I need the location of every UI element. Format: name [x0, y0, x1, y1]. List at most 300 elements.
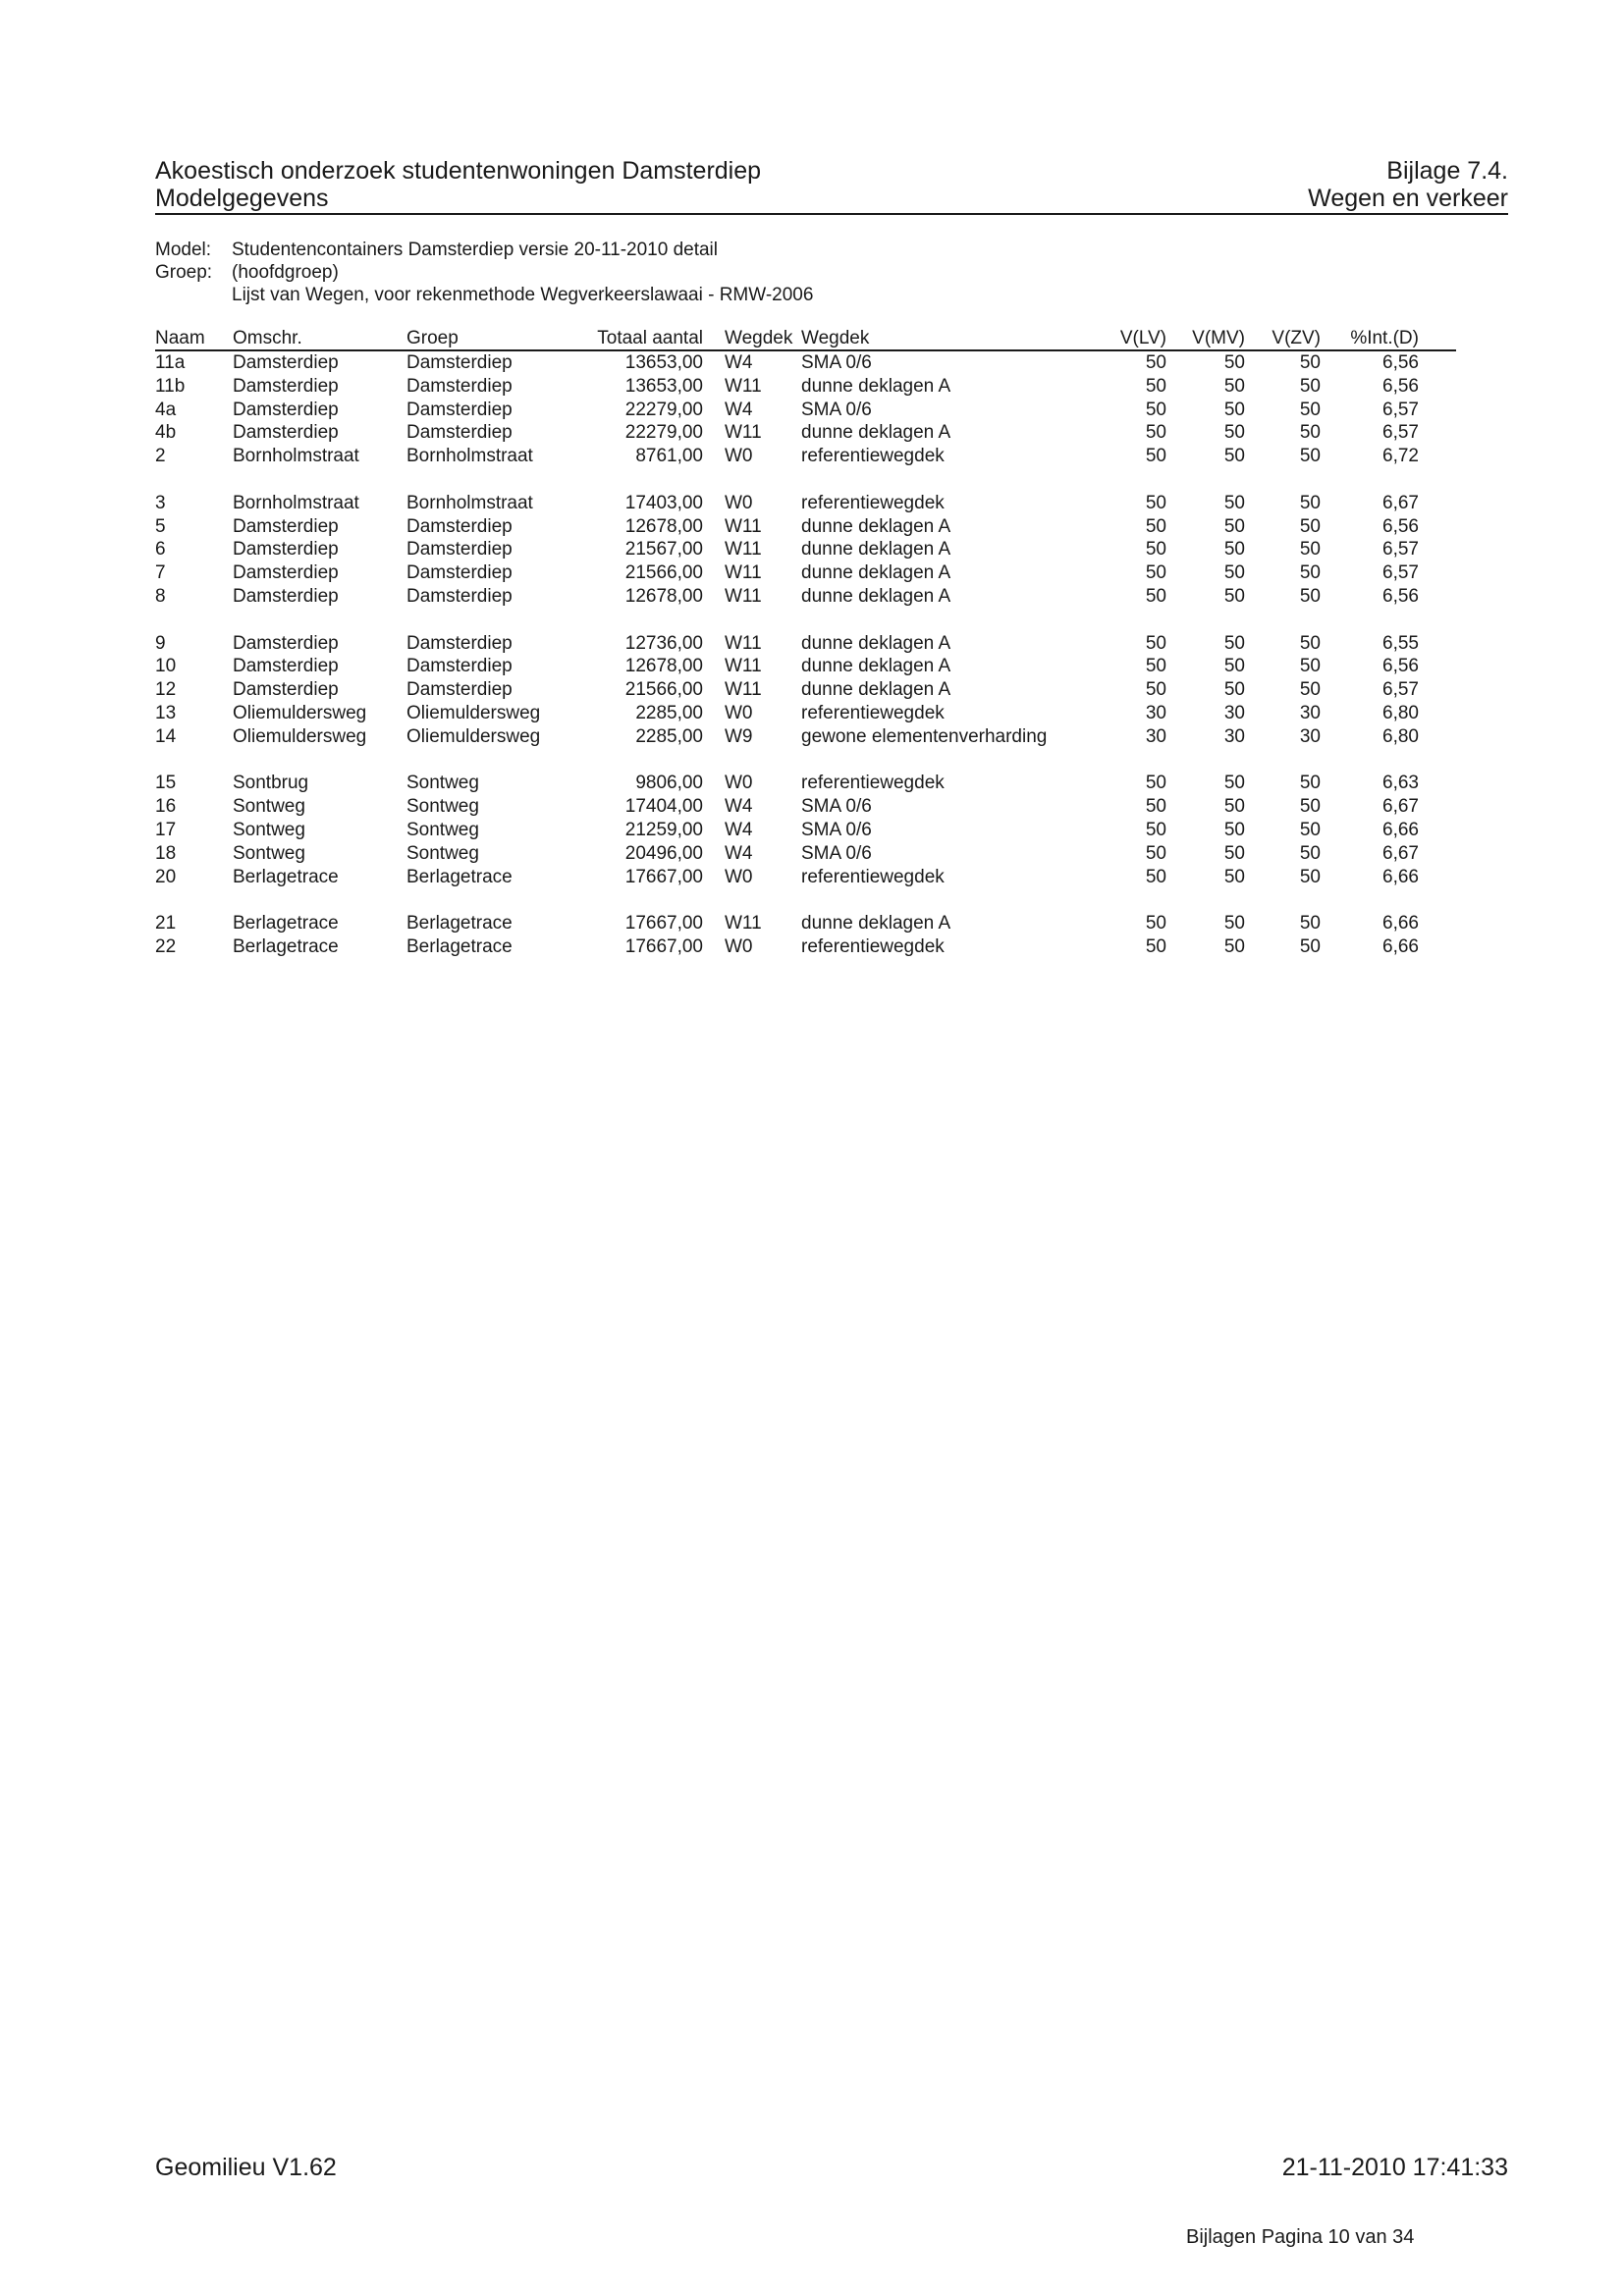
spacer-cell	[1419, 655, 1456, 678]
col-v-lv: V(LV)	[1076, 328, 1166, 350]
table-row	[155, 399, 1456, 422]
cell-totaal-aantal: 2285,00	[635, 725, 703, 747]
cell-pct-int-d: 6,55	[1382, 632, 1419, 654]
cell-omschr: Damsterdiep	[233, 399, 339, 420]
cell-v-mv: 50	[1223, 656, 1245, 677]
spacer-cell	[1419, 866, 1456, 889]
cell-v-lv: 50	[1145, 585, 1166, 607]
cell-wegdek-code: W11	[725, 515, 762, 537]
table-row	[155, 702, 1456, 725]
cell-wegdek-omschrijving: dunne deklagen A	[801, 562, 951, 584]
cell-naam: 6	[155, 539, 166, 561]
spacer-cell	[1419, 399, 1456, 422]
cell-groep: Sontweg	[406, 842, 479, 864]
col-wegdek-code: Wegdek	[703, 328, 801, 350]
spacer-cell	[1419, 842, 1456, 866]
separator-cell	[155, 468, 1456, 492]
cell-totaal-aantal: 12678,00	[624, 585, 703, 607]
cell-naam: 21	[155, 913, 177, 934]
cell-naam: 8	[155, 585, 166, 607]
col-spacer	[1419, 328, 1456, 350]
cell-wegdek-code: W11	[725, 562, 762, 584]
table-row	[155, 655, 1456, 678]
cell-naam: 17	[155, 819, 177, 840]
cell-wegdek-omschrijving: SMA 0/6	[801, 796, 872, 818]
cell-wegdek-code: W11	[725, 679, 762, 701]
cell-v-zv: 50	[1299, 352, 1321, 373]
cell-v-lv: 50	[1145, 656, 1166, 677]
cell-naam: 11b	[155, 375, 186, 397]
cell-v-lv: 50	[1145, 515, 1166, 537]
model-value: Studentencontainers Damsterdiep versie 20-11-2010 detail	[232, 240, 719, 260]
cell-v-zv: 50	[1299, 773, 1321, 794]
cell-v-lv: 50	[1145, 399, 1166, 420]
table-row	[155, 375, 1456, 399]
cell-pct-int-d: 6,57	[1382, 399, 1419, 420]
group-separator	[155, 468, 1456, 492]
table-row	[155, 772, 1456, 795]
cell-groep: Berlagetrace	[406, 935, 513, 957]
cell-omschr: Damsterdiep	[233, 375, 339, 397]
col-pct-int-d: %Int.(D)	[1321, 328, 1419, 350]
cell-v-lv: 50	[1145, 492, 1166, 513]
cell-v-lv: 50	[1145, 422, 1166, 444]
cell-v-zv: 50	[1299, 796, 1321, 818]
table-row	[155, 795, 1456, 819]
cell-pct-int-d: 6,57	[1382, 422, 1419, 444]
cell-naam: 15	[155, 773, 177, 794]
cell-wegdek-omschrijving: SMA 0/6	[801, 842, 872, 864]
col-totaal-aantal: Totaal aantal	[559, 328, 703, 350]
cell-totaal-aantal: 21567,00	[624, 539, 703, 561]
cell-v-zv: 50	[1299, 679, 1321, 701]
cell-v-zv: 50	[1299, 562, 1321, 584]
cell-v-mv: 50	[1223, 866, 1245, 887]
document-subtitle: Modelgegevens	[155, 185, 329, 212]
cell-v-zv: 50	[1299, 632, 1321, 654]
cell-wegdek-code: W4	[725, 796, 753, 818]
table-header-row	[155, 328, 1456, 350]
cell-wegdek-code: W11	[725, 539, 762, 561]
cell-naam: 13	[155, 702, 177, 723]
cell-wegdek-code: W11	[725, 375, 762, 397]
cell-v-mv: 50	[1223, 539, 1245, 561]
cell-pct-int-d: 6,66	[1382, 819, 1419, 840]
cell-wegdek-code: W4	[725, 399, 753, 420]
table-row	[155, 538, 1456, 561]
cell-totaal-aantal: 12678,00	[624, 656, 703, 677]
table-row	[155, 819, 1456, 842]
cell-v-lv: 50	[1145, 819, 1166, 840]
cell-pct-int-d: 6,67	[1382, 796, 1419, 818]
table-row	[155, 866, 1456, 889]
spacer-cell	[1419, 421, 1456, 445]
group-separator	[155, 609, 1456, 632]
cell-totaal-aantal: 13653,00	[624, 375, 703, 397]
cell-v-lv: 50	[1145, 446, 1166, 467]
spacer-cell	[1419, 935, 1456, 959]
cell-groep: Bornholmstraat	[406, 492, 533, 513]
cell-omschr: Damsterdiep	[233, 422, 339, 444]
cell-v-zv: 50	[1299, 935, 1321, 957]
group-value: (hoofdgroep)	[232, 262, 339, 283]
table-row	[155, 678, 1456, 702]
cell-naam: 4a	[155, 399, 177, 420]
cell-omschr: Damsterdiep	[233, 585, 339, 607]
cell-pct-int-d: 6,56	[1382, 656, 1419, 677]
cell-v-lv: 50	[1145, 679, 1166, 701]
group-label: Groep:	[155, 262, 213, 283]
col-groep: Groep	[406, 328, 559, 350]
spacer-cell	[1419, 538, 1456, 561]
cell-naam: 18	[155, 842, 177, 864]
col-omschr: Omschr.	[233, 328, 406, 350]
roads-table-body	[155, 350, 1456, 959]
cell-totaal-aantal: 21566,00	[624, 679, 703, 701]
cell-naam: 7	[155, 562, 166, 584]
cell-omschr: Sontweg	[233, 842, 305, 864]
cell-pct-int-d: 6,56	[1382, 352, 1419, 373]
cell-wegdek-code: W11	[725, 656, 762, 677]
table-row	[155, 421, 1456, 445]
cell-groep: Damsterdiep	[406, 656, 513, 677]
cell-totaal-aantal: 17404,00	[624, 796, 703, 818]
cell-totaal-aantal: 13653,00	[624, 352, 703, 373]
cell-v-lv: 50	[1145, 866, 1166, 887]
cell-v-mv: 50	[1223, 422, 1245, 444]
cell-v-lv: 50	[1145, 842, 1166, 864]
cell-totaal-aantal: 21259,00	[624, 819, 703, 840]
cell-wegdek-code: W9	[725, 725, 753, 747]
document-header	[155, 157, 1508, 185]
section-label: Wegen en verkeer	[1308, 185, 1508, 212]
cell-groep: Oliemuldersweg	[406, 725, 541, 747]
cell-v-lv: 50	[1145, 773, 1166, 794]
cell-v-mv: 50	[1223, 446, 1245, 467]
list-title: Lijst van Wegen, voor rekenmethode Wegverkeerslawaai - RMW-2006	[232, 285, 814, 305]
spacer-cell	[1419, 350, 1456, 375]
cell-wegdek-omschrijving: referentiewegdek	[801, 773, 945, 794]
cell-groep: Damsterdiep	[406, 399, 513, 420]
spacer-cell	[1419, 492, 1456, 515]
cell-totaal-aantal: 22279,00	[624, 399, 703, 420]
cell-v-zv: 50	[1299, 375, 1321, 397]
spacer-cell	[1419, 515, 1456, 539]
cell-naam: 4b	[155, 422, 177, 444]
cell-naam: 12	[155, 679, 177, 701]
table-row	[155, 632, 1456, 656]
cell-omschr: Damsterdiep	[233, 679, 339, 701]
cell-pct-int-d: 6,72	[1382, 446, 1419, 467]
table-row	[155, 515, 1456, 539]
cell-omschr: Damsterdiep	[233, 562, 339, 584]
spacer-cell	[1419, 819, 1456, 842]
cell-v-lv: 50	[1145, 935, 1166, 957]
cell-pct-int-d: 6,57	[1382, 539, 1419, 561]
col-v-mv: V(MV)	[1166, 328, 1245, 350]
cell-pct-int-d: 6,66	[1382, 866, 1419, 887]
col-v-zv: V(ZV)	[1245, 328, 1321, 350]
cell-naam: 16	[155, 796, 177, 818]
cell-v-lv: 50	[1145, 539, 1166, 561]
separator-cell	[155, 888, 1456, 912]
cell-wegdek-code: W4	[725, 842, 753, 864]
cell-wegdek-code: W11	[725, 913, 762, 934]
cell-omschr: Berlagetrace	[233, 935, 339, 957]
table-row	[155, 492, 1456, 515]
cell-wegdek-omschrijving: referentiewegdek	[801, 935, 945, 957]
cell-groep: Sontweg	[406, 773, 479, 794]
cell-v-zv: 50	[1299, 913, 1321, 934]
cell-omschr: Sontweg	[233, 796, 305, 818]
spacer-cell	[1419, 585, 1456, 609]
cell-v-lv: 30	[1145, 702, 1166, 723]
group-separator	[155, 888, 1456, 912]
appendix-label: Bijlage 7.4.	[1386, 157, 1508, 185]
cell-omschr: Bornholmstraat	[233, 492, 359, 513]
cell-naam: 3	[155, 492, 166, 513]
cell-v-mv: 50	[1223, 773, 1245, 794]
table-row	[155, 561, 1456, 585]
table-row	[155, 445, 1456, 468]
spacer-cell	[1419, 561, 1456, 585]
cell-totaal-aantal: 17667,00	[624, 866, 703, 887]
cell-v-zv: 50	[1299, 539, 1321, 561]
roads-table	[155, 328, 1456, 959]
cell-v-mv: 30	[1223, 725, 1245, 747]
spacer-cell	[1419, 725, 1456, 749]
separator-cell	[155, 749, 1456, 773]
cell-groep: Bornholmstraat	[406, 446, 533, 467]
cell-v-mv: 30	[1223, 702, 1245, 723]
cell-v-zv: 50	[1299, 819, 1321, 840]
cell-wegdek-code: W0	[725, 702, 753, 723]
cell-wegdek-omschrijving: referentiewegdek	[801, 446, 945, 467]
cell-v-zv: 50	[1299, 515, 1321, 537]
cell-wegdek-omschrijving: gewone elementenverharding	[801, 725, 1048, 747]
cell-totaal-aantal: 2285,00	[635, 702, 703, 723]
cell-wegdek-omschrijving: referentiewegdek	[801, 702, 945, 723]
cell-v-mv: 50	[1223, 492, 1245, 513]
cell-v-mv: 50	[1223, 913, 1245, 934]
cell-groep: Oliemuldersweg	[406, 702, 541, 723]
cell-omschr: Berlagetrace	[233, 866, 339, 887]
cell-v-zv: 30	[1299, 725, 1321, 747]
cell-wegdek-code: W11	[725, 422, 762, 444]
cell-groep: Berlagetrace	[406, 866, 513, 887]
cell-wegdek-omschrijving: dunne deklagen A	[801, 539, 951, 561]
cell-groep: Damsterdiep	[406, 352, 513, 373]
cell-wegdek-code: W4	[725, 352, 753, 373]
cell-wegdek-code: W0	[725, 773, 753, 794]
cell-groep: Damsterdiep	[406, 422, 513, 444]
cell-pct-int-d: 6,66	[1382, 913, 1419, 934]
cell-v-lv: 50	[1145, 913, 1166, 934]
cell-v-zv: 30	[1299, 702, 1321, 723]
cell-pct-int-d: 6,67	[1382, 492, 1419, 513]
cell-omschr: Berlagetrace	[233, 913, 339, 934]
cell-totaal-aantal: 21566,00	[624, 562, 703, 584]
document-title: Akoestisch onderzoek studentenwoningen Damsterdiep	[155, 157, 762, 185]
cell-v-zv: 50	[1299, 585, 1321, 607]
cell-wegdek-code: W0	[725, 935, 753, 957]
cell-naam: 2	[155, 446, 166, 467]
cell-v-mv: 50	[1223, 842, 1245, 864]
cell-v-zv: 50	[1299, 422, 1321, 444]
cell-groep: Damsterdiep	[406, 515, 513, 537]
cell-groep: Damsterdiep	[406, 632, 513, 654]
cell-groep: Damsterdiep	[406, 585, 513, 607]
spacer-cell	[1419, 772, 1456, 795]
cell-v-lv: 30	[1145, 725, 1166, 747]
cell-totaal-aantal: 9806,00	[635, 773, 703, 794]
software-version: Geomilieu V1.62	[155, 2154, 337, 2181]
cell-wegdek-omschrijving: dunne deklagen A	[801, 632, 951, 654]
cell-pct-int-d: 6,80	[1382, 702, 1419, 723]
table-row	[155, 725, 1456, 749]
page-number: Bijlagen Pagina 10 van 34	[1186, 2226, 1415, 2248]
cell-wegdek-code: W0	[725, 446, 753, 467]
cell-naam: 9	[155, 632, 166, 654]
cell-v-mv: 50	[1223, 679, 1245, 701]
cell-omschr: Oliemuldersweg	[233, 725, 367, 747]
cell-omschr: Bornholmstraat	[233, 446, 359, 467]
cell-omschr: Damsterdiep	[233, 656, 339, 677]
cell-omschr: Sontbrug	[233, 773, 309, 794]
table-row	[155, 935, 1456, 959]
cell-totaal-aantal: 17403,00	[624, 492, 703, 513]
cell-v-mv: 50	[1223, 935, 1245, 957]
cell-omschr: Damsterdiep	[233, 515, 339, 537]
spacer-cell	[1419, 795, 1456, 819]
cell-wegdek-omschrijving: dunne deklagen A	[801, 656, 951, 677]
cell-v-mv: 50	[1223, 585, 1245, 607]
cell-wegdek-code: W0	[725, 866, 753, 887]
document-subheader	[155, 185, 1508, 215]
cell-wegdek-omschrijving: dunne deklagen A	[801, 913, 951, 934]
cell-wegdek-omschrijving: dunne deklagen A	[801, 422, 951, 444]
cell-pct-int-d: 6,56	[1382, 515, 1419, 537]
cell-totaal-aantal: 17667,00	[624, 913, 703, 934]
cell-wegdek-omschrijving: SMA 0/6	[801, 399, 872, 420]
cell-groep: Damsterdiep	[406, 375, 513, 397]
spacer-cell	[1419, 375, 1456, 399]
cell-v-lv: 50	[1145, 632, 1166, 654]
separator-cell	[155, 609, 1456, 632]
cell-v-zv: 50	[1299, 842, 1321, 864]
cell-wegdek-code: W11	[725, 585, 762, 607]
cell-wegdek-code: W4	[725, 819, 753, 840]
cell-wegdek-omschrijving: SMA 0/6	[801, 819, 872, 840]
cell-v-zv: 50	[1299, 399, 1321, 420]
cell-omschr: Damsterdiep	[233, 632, 339, 654]
cell-naam: 20	[155, 866, 177, 887]
cell-omschr: Damsterdiep	[233, 352, 339, 373]
cell-v-mv: 50	[1223, 375, 1245, 397]
cell-pct-int-d: 6,63	[1382, 773, 1419, 794]
cell-pct-int-d: 6,80	[1382, 725, 1419, 747]
table-row	[155, 842, 1456, 866]
print-timestamp: 21-11-2010 17:41:33	[1281, 2154, 1508, 2181]
cell-v-zv: 50	[1299, 656, 1321, 677]
cell-pct-int-d: 6,56	[1382, 585, 1419, 607]
cell-wegdek-omschrijving: dunne deklagen A	[801, 515, 951, 537]
cell-wegdek-omschrijving: referentiewegdek	[801, 492, 945, 513]
cell-wegdek-code: W11	[725, 632, 762, 654]
cell-naam: 22	[155, 935, 177, 957]
cell-omschr: Damsterdiep	[233, 539, 339, 561]
cell-wegdek-omschrijving: dunne deklagen A	[801, 679, 951, 701]
cell-v-mv: 50	[1223, 399, 1245, 420]
cell-wegdek-omschrijving: referentiewegdek	[801, 866, 945, 887]
spacer-cell	[1419, 702, 1456, 725]
cell-v-mv: 50	[1223, 562, 1245, 584]
cell-wegdek-omschrijving: dunne deklagen A	[801, 375, 951, 397]
cell-wegdek-code: W0	[725, 492, 753, 513]
cell-pct-int-d: 6,56	[1382, 375, 1419, 397]
cell-wegdek-omschrijving: dunne deklagen A	[801, 585, 951, 607]
table-row	[155, 350, 1456, 375]
cell-pct-int-d: 6,57	[1382, 679, 1419, 701]
cell-v-lv: 50	[1145, 375, 1166, 397]
table-row	[155, 912, 1456, 935]
cell-groep: Damsterdiep	[406, 562, 513, 584]
cell-totaal-aantal: 17667,00	[624, 935, 703, 957]
cell-pct-int-d: 6,66	[1382, 935, 1419, 957]
cell-groep: Sontweg	[406, 819, 479, 840]
cell-naam: 14	[155, 725, 177, 747]
cell-v-zv: 50	[1299, 446, 1321, 467]
cell-groep: Berlagetrace	[406, 913, 513, 934]
cell-v-lv: 50	[1145, 352, 1166, 373]
cell-v-zv: 50	[1299, 866, 1321, 887]
cell-pct-int-d: 6,57	[1382, 562, 1419, 584]
cell-naam: 11a	[155, 352, 186, 373]
table-row	[155, 585, 1456, 609]
cell-naam: 10	[155, 656, 177, 677]
col-naam: Naam	[155, 328, 233, 350]
cell-pct-int-d: 6,67	[1382, 842, 1419, 864]
spacer-cell	[1419, 445, 1456, 468]
cell-totaal-aantal: 12678,00	[624, 515, 703, 537]
col-wegdek-omschrijving: Wegdek	[801, 328, 1076, 350]
cell-totaal-aantal: 12736,00	[624, 632, 703, 654]
cell-groep: Damsterdiep	[406, 679, 513, 701]
spacer-cell	[1419, 912, 1456, 935]
cell-v-zv: 50	[1299, 492, 1321, 513]
model-label: Model:	[155, 240, 212, 260]
spacer-cell	[1419, 632, 1456, 656]
cell-wegdek-omschrijving: SMA 0/6	[801, 352, 872, 373]
cell-groep: Damsterdiep	[406, 539, 513, 561]
cell-v-mv: 50	[1223, 632, 1245, 654]
cell-v-mv: 50	[1223, 352, 1245, 373]
cell-v-lv: 50	[1145, 562, 1166, 584]
cell-omschr: Oliemuldersweg	[233, 702, 367, 723]
group-separator	[155, 749, 1456, 773]
cell-groep: Sontweg	[406, 796, 479, 818]
cell-v-mv: 50	[1223, 796, 1245, 818]
cell-totaal-aantal: 20496,00	[624, 842, 703, 864]
cell-v-mv: 50	[1223, 515, 1245, 537]
cell-totaal-aantal: 22279,00	[624, 422, 703, 444]
cell-omschr: Sontweg	[233, 819, 305, 840]
cell-v-mv: 50	[1223, 819, 1245, 840]
cell-totaal-aantal: 8761,00	[635, 446, 703, 467]
cell-naam: 5	[155, 515, 166, 537]
spacer-cell	[1419, 678, 1456, 702]
cell-v-lv: 50	[1145, 796, 1166, 818]
